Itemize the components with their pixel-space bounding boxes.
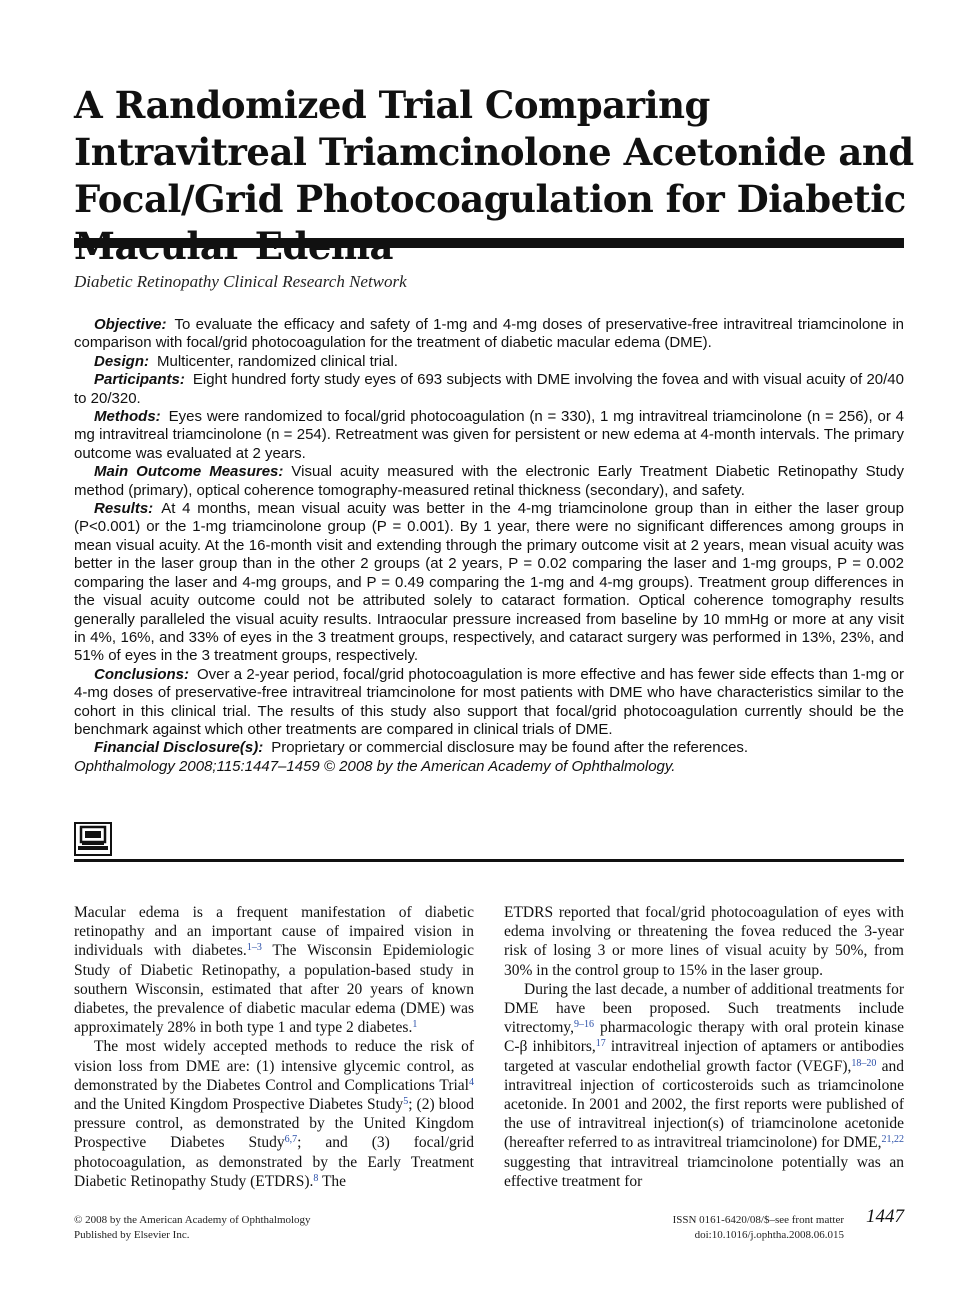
abstract-objective	[74, 316, 904, 353]
body-text: The	[318, 1172, 347, 1190]
body-text: Macular edema is a frequent manifestation of diabetic retinopathy and an important cause of impaired vision in individuals with diabetes.	[74, 904, 474, 960]
abstract-conclusions	[74, 666, 904, 740]
participants-label: Participants:	[94, 371, 185, 389]
intro-paragraph-3	[504, 903, 904, 980]
title-rule	[74, 238, 904, 248]
intro-paragraph-1	[74, 903, 474, 1037]
body-text: ; and (3) focal/grid photocoagulation, as demonstrated by the Early Treatment Diabetic Retinopathy Study (ETDRS).	[74, 1134, 474, 1190]
reference-link[interactable]: 5	[403, 1096, 409, 1108]
body-text: suggesting that intravitreal triamcinolone potentially was an effective treatment for	[504, 1153, 904, 1190]
body-text: intravitreal injection of aptamers or antibodies targeted at vascular endothelial growth factor (VEGF),	[504, 1038, 904, 1075]
methods-label: Methods:	[94, 408, 161, 426]
doi-link[interactable]: doi:10.1016/j.ophtha.2008.06.015	[694, 1229, 844, 1241]
body-text: and the United Kingdom Prospective Diabetes Study	[74, 1096, 404, 1114]
abstract-outcome	[74, 463, 904, 500]
participants-text: Eight hundred forty study eyes of 693 subjects with DME involving the fovea and with visual acuity of 20/40 to 20/320.	[74, 371, 904, 407]
reference-link[interactable]: 21,22	[881, 1134, 904, 1146]
conclusions-text: Over a 2-year period, focal/grid photocoagulation is more effective and has fewer side effects than 1-mg or 4-mg doses of preservative-free intravitreal triamcinolone for most patients with DME who have characteristics similar to the cohort in this clinical trial. The results of this study also support that focal/grid photocoagulation currently should be the benchmark against which other treatments are compared in clinical trials of DME.	[74, 665, 904, 738]
journal-citation: Ophthalmology 2008;115:1447–1459 © 2008 by the American Academy of Ophthalmology.	[74, 757, 676, 775]
disclosure-label: Financial Disclosure(s):	[94, 739, 264, 757]
reference-link[interactable]: 17	[595, 1038, 606, 1050]
body-text: and intravitreal injection of corticosteroids such as triamcinolone acetonide. In 2001 and 2002, the first reports were published of the use of intravitreal injection(s) of triamcinolone acetonide (hereafter referred to as intravitreal triamcinolone) for DME,	[504, 1057, 904, 1152]
objective-label: Objective:	[94, 316, 167, 333]
intro-paragraph-4	[504, 980, 904, 1191]
body-text: pharmacologic therapy with oral protein kinase C-β inhibitors,	[504, 1019, 904, 1056]
body-text: ETDRS reported that focal/grid photocoagulation of eyes with edema involving or threatening the fovea reduced the 3-year risk of losing 3 or more lines of visual acuity by 50%, from 30% in the control group to 15% in the laser group.	[504, 904, 904, 979]
abstract-results	[74, 500, 904, 666]
design-label: Design:	[94, 352, 150, 370]
conclusions-label: Conclusions:	[94, 665, 190, 683]
reference-link[interactable]: 1	[412, 1019, 418, 1031]
page-number: 1447	[866, 1206, 904, 1227]
author-group: Diabetic Retinopathy Clinical Research Network	[74, 272, 407, 291]
body-text: The most widely accepted methods to reduce the risk of vision loss from DME are: (1) intensive glycemic control, as demonstrated by the Diabetes Control and Complications Trial	[74, 1038, 474, 1094]
footer-left	[74, 1213, 311, 1243]
objective-text: To evaluate the efficacy and safety of 1-mg and 4-mg doses of preservative-free intravitreal triamcinolone in comparison with focal/grid photocoagulation for the treatment of diabetic macular edema (DME).	[74, 316, 904, 352]
abstract-participants	[74, 371, 904, 408]
footer-right	[673, 1213, 844, 1243]
reference-link[interactable]: 1–3	[246, 942, 262, 954]
reference-link[interactable]: 9–16	[574, 1019, 595, 1031]
results-label: Results:	[94, 500, 154, 518]
outcome-text: Visual acuity measured with the electronic Early Treatment Diabetic Retinopathy Study method (primary), optical coherence tomography-measured retinal thickness (secondary), and safety.	[74, 463, 904, 499]
reference-link[interactable]: 6,7	[284, 1134, 298, 1146]
body-text: The Wisconsin Epidemiologic Study of Diabetic Retinopathy, a population-based study in southern Wisconsin, estimated that after 20 years of known diabetes, the prevalence of diabetic macular edema (DME) was approximately 28% in both type 1 and type 2 diabetes.	[74, 942, 474, 1037]
body-text: During the last decade, a number of additional treatments for DME have been proposed. Such treatments include vitrectomy,	[504, 980, 904, 1037]
copyright-line: © 2008 by the American Academy of Ophthalmology	[74, 1214, 311, 1226]
methods-text: Eyes were randomized to focal/grid photocoagulation (n = 330), 1 mg intravitreal triamcinolone (n = 256), or 4 mg intravitreal triamcinolone (n = 254). Retreatment was given for persistent or new edema at 4-month intervals. The primary outcome was evaluated at 2 years.	[74, 408, 904, 462]
publisher-line: Published by Elsevier Inc.	[74, 1229, 190, 1241]
abstract-citation	[74, 758, 904, 776]
body-column-left	[74, 903, 474, 1191]
reference-link[interactable]: 8	[313, 1172, 319, 1184]
results-text: At 4 months, mean visual acuity was better in the 4-mg triamcinolone group than in either the laser group (P<0.001) or the 1-mg triamcinolone group (P = 0.001). By 1 year, there were no significant differences among groups in mean visual acuity. At the 16-month visit and extending through the primary outcome visit at 2 years, mean visual acuity was better in the laser group than in the other 2 groups (at 2 years, P = 0.02 comparing the laser and 1-mg groups, P = 0.002 comparing the laser and 4-mg groups, and P = 0.49 comparing the 1-mg and 4-mg groups). Treatment group differences in the visual acuity outcome could not be attributed solely to cataract formation. Optical coherence tomography results generally paralleled the visual acuity results. Intraocular pressure increased from baseline by 10 mmHg or more at any visit in 4%, 16%, and 33% of eyes in the 3 treatment groups, respectively, and cataract surgery was performed in 13%, 23%, and 51% of eyes in the 3 treatment groups, respectively.	[74, 500, 904, 665]
article-title: A Randomized Trial Comparing Intravitreal Triamcinolone Acetonide and Focal/Grid Photocoagulation for Diabetic	[74, 83, 914, 221]
disclosure-text: Proprietary or commercial disclosure may be found after the references.	[271, 739, 749, 757]
reference-link[interactable]: 4	[469, 1076, 474, 1088]
body-column-right	[504, 903, 904, 1191]
abstract	[74, 316, 904, 776]
issn-line: ISSN 0161-6420/08/$–see front matter	[672, 1214, 844, 1226]
abstract-disclosure	[74, 739, 904, 757]
abstract-design	[74, 353, 904, 371]
design-text: Multicenter, randomized clinical trial.	[157, 352, 398, 370]
body-text: ; (2) blood pressure control, as demonstrated by the United Kingdom Prospective Diabetes Study	[74, 1096, 475, 1152]
abstract-methods	[74, 408, 904, 463]
abstract-rule	[74, 859, 904, 862]
intro-paragraph-2	[74, 1037, 474, 1191]
computer-monitor-icon	[74, 822, 112, 856]
outcome-label: Main Outcome Measures:	[94, 463, 284, 481]
reference-link[interactable]: 18–20	[851, 1057, 877, 1069]
